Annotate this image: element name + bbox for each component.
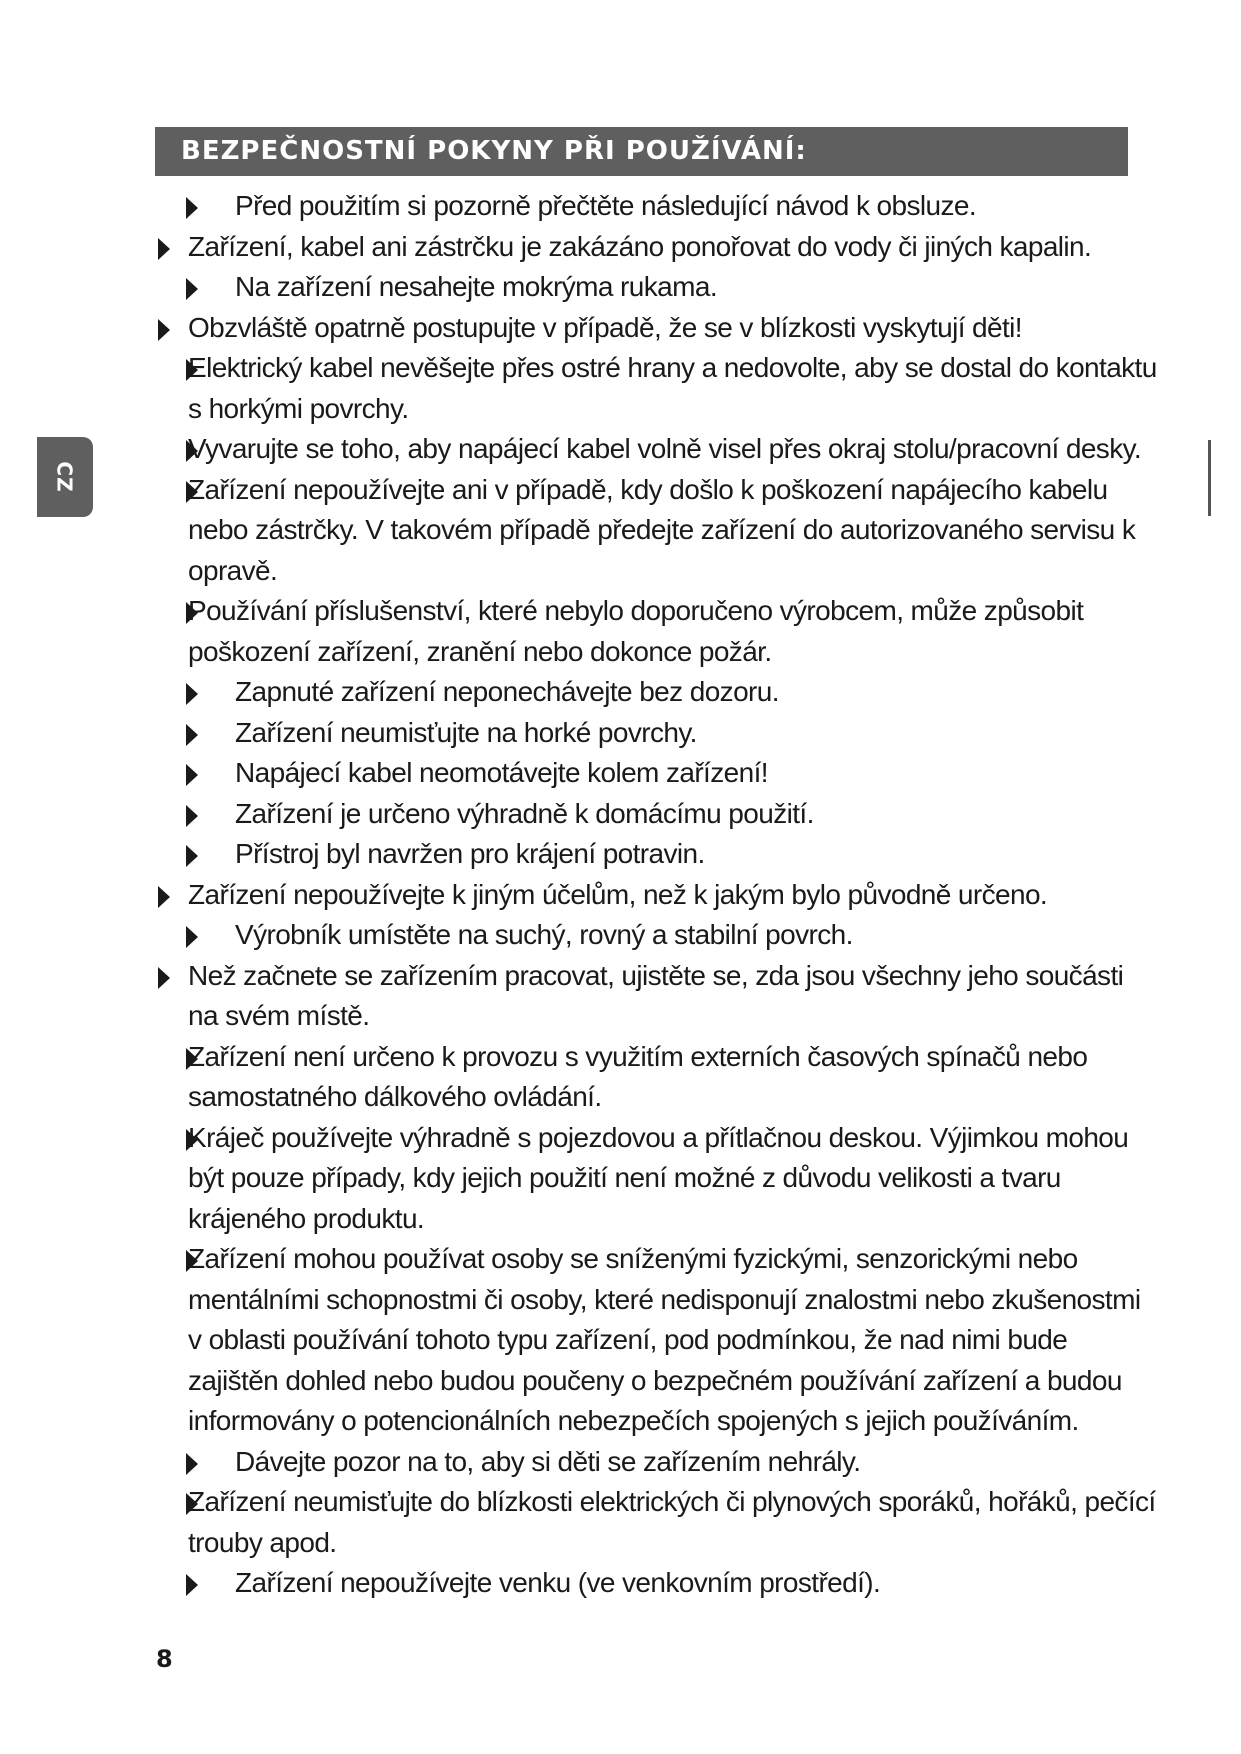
bullet-icon [186,724,198,746]
bullet-icon [158,319,170,341]
list-item-text: Obzvláště opatrně postupujte v případě, že se v blízkosti vyskytují děti! [188,311,1022,343]
list-item-text: Zařízení je určeno výhradně k domácímu použití. [235,797,814,829]
list-item-text: Zařízení mohou používat osoby se sníženými fyzickými, senzorickými nebo mentálními schopnostmi či osoby, které nedisponují znalostmi nebo zkušenostmi v oblasti používání tohoto typu zařízení, pod podmínkou, že nad nimi bude zajištěn dohled nebo budou poučeny o bezpečném používání zařízení a budou informovány o potencionálních nebezpečích spojených s jejich používáním. [188,1243,1141,1436]
language-tab-label: CZ [53,461,77,493]
list-item [150,834,1160,875]
language-tab [37,437,93,517]
list-item-text: Než začnete se zařízením pracovat, ujistěte se, zda jsou všechny jeho součásti na svém místě. [188,959,1124,1031]
list-item-text: Zařízení nepoužívejte ani v případě, kdy došlo k poškození napájecího kabelu nebo zástrčky. V takovém případě předejte zařízení do autorizovaného servisu k opravě. [188,473,1136,586]
list-item-text: Zařízení, kabel ani zástrčku je zakázáno ponořovat do vody či jiných kapalin. [188,230,1092,262]
list-item-text: Výrobník umístěte na suchý, rovný a stabilní povrch. [235,919,853,950]
bullet-icon [186,1048,198,1070]
list-item-text: Zapnuté zařízení neponechávejte bez dozoru. [235,676,779,707]
list-item [150,1118,1160,1240]
list-item-text: Napájecí kabel neomotávejte kolem zařízení! [235,757,768,788]
list-item [150,672,1160,713]
list-item [150,1563,1160,1604]
page-number: 8 [156,1645,173,1673]
bullet-icon [186,1493,198,1515]
bullet-icon [186,602,198,624]
bullet-icon [186,1574,198,1596]
list-item-text: Zařízení není určeno k provozu s využitím externích časových spínačů nebo samostatného dálkového ovládání. [188,1040,1088,1112]
list-item-text: Zařízení neumisťujte do blízkosti elektrických či plynových sporáků, hořáků, pečící trouby apod. [188,1486,1156,1558]
list-item [150,1037,1160,1118]
bullet-icon [158,238,170,260]
list-item-text: Kráječ používejte výhradně s pojezdovou a přítlačnou deskou. Výjimkou mohou být pouze případy, kdy jejich použití není možné z důvodu velikosti a tvaru krájeného produktu. [188,1121,1129,1234]
list-item-text: Přístroj byl navržen pro krájení potravin. [235,838,705,869]
list-item [150,308,1160,349]
list-item [150,429,1160,470]
bullet-icon [186,1453,198,1475]
edge-marker [1208,440,1211,516]
list-item [150,227,1160,268]
list-item-text: Dávejte pozor na to, aby si děti se zařízením nehrály. [235,1445,861,1477]
bullet-icon [186,926,198,948]
list-item [150,1442,1160,1483]
list-item [150,1239,1160,1442]
section-title: BEZPEČNOSTNÍ POKYNY PŘI POUŽÍVÁNÍ: [155,127,1128,176]
bullet-icon [186,764,198,786]
list-item-text: Elektrický kabel nevěšejte přes ostré hrany a nedovolte, aby se dostal do kontaktu s horkými povrchy. [188,352,1157,424]
safety-instructions-list [150,186,1160,1604]
list-item [150,470,1160,592]
list-item [150,956,1160,1037]
list-item [150,794,1160,835]
list-item [150,1482,1160,1563]
list-item [150,915,1160,956]
bullet-icon [186,440,198,462]
bullet-icon [186,845,198,867]
list-item [150,348,1160,429]
bullet-icon [186,805,198,827]
list-item-text: Zařízení nepoužívejte venku (ve venkovním prostředí). [235,1567,881,1598]
list-item-text: Vyvarujte se toho, aby napájecí kabel volně visel přes okraj stolu/pracovní desky. [188,433,1142,464]
list-item-text: Zařízení nepoužívejte k jiným účelům, než k jakým bylo původně určeno. [188,878,1048,910]
list-item-text: Zařízení neumisťujte na horké povrchy. [235,716,697,748]
bullet-icon [186,481,198,503]
list-item [150,713,1160,754]
bullet-icon [158,886,170,908]
bullet-icon [186,1250,198,1272]
bullet-icon [186,1129,198,1151]
list-item [150,753,1160,794]
list-item [150,267,1160,308]
list-item-text: Před použitím si pozorně přečtěte následující návod k obsluze. [235,190,977,221]
bullet-icon [186,197,198,219]
bullet-icon [186,359,198,381]
list-item-text: Používání příslušenství, které nebylo doporučeno výrobcem, může způsobit poškození zařízení, zranění nebo dokonce požár. [188,595,1084,667]
bullet-icon [186,683,198,705]
list-item [150,186,1160,227]
list-item [150,875,1160,916]
bullet-icon [158,967,170,989]
list-item [150,591,1160,672]
list-item-text: Na zařízení nesahejte mokrýma rukama. [235,271,718,302]
bullet-icon [186,278,198,300]
